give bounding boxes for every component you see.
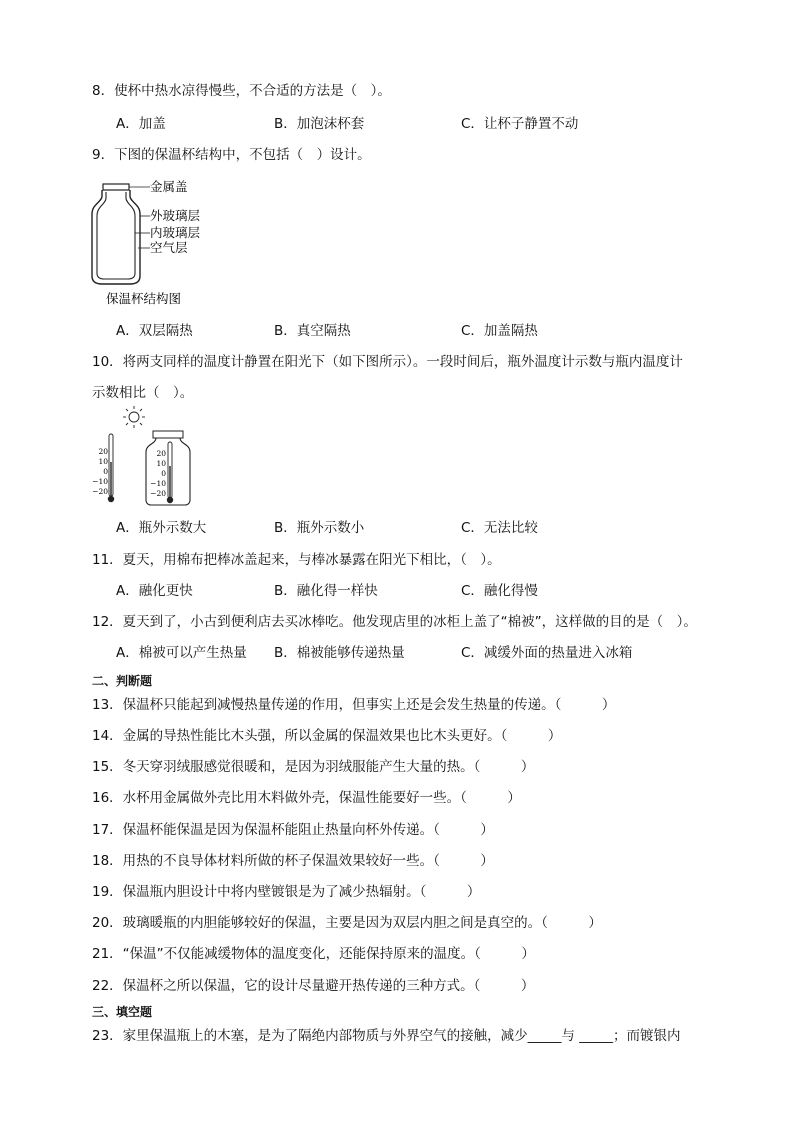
q10-option-b: B．瓶外示数小 (274, 520, 365, 536)
q11-stem: 11．夏天，用棉布把棒冰盖起来，与棒冰暴露在阳光下相比，（ ）。 (92, 552, 501, 568)
thermos-structure-figure (88, 176, 238, 311)
right-scale-minus10: −10 (150, 479, 166, 488)
judge-item-13: 13．保温杯只能起到减慢热量传递的作用，但事实上还是会发生热量的传递。（ ） (92, 697, 616, 713)
judge-item-21: 21．“保温”不仅能减缓物体的温度变化，还能保持原来的温度。（ ） (92, 946, 535, 962)
bottle-cap (153, 431, 183, 438)
label-metal-lid: 金属盖 (150, 179, 188, 194)
metal-lid-shape (103, 184, 129, 190)
right-scale-20: 20 (156, 449, 166, 458)
right-scale-0: 0 (161, 469, 166, 478)
left-scale-minus10: −10 (92, 477, 108, 486)
q9-option-a: A．双层隔热 (116, 323, 193, 339)
thermometer-figure (88, 404, 208, 510)
left-scale-minus20: −20 (92, 487, 108, 496)
q9-option-c: C．加盖隔热 (461, 323, 538, 339)
q12-option-a: A．棉被可以产生热量 (116, 645, 247, 661)
q23-stem: 23．家里保温瓶上的木塞，是为了隔绝内部物质与外界空气的接触，减少_____与 _____；而镀银内 (92, 1028, 681, 1044)
label-inner-glass: 内玻璃层 (150, 225, 201, 240)
sun-icon (123, 406, 145, 428)
q12-option-c: C．减缓外面的热量进入冰箱 (461, 645, 633, 661)
q9-stem: 9．下图的保温杯结构中，不包括（ ）设计。 (92, 147, 371, 163)
left-scale-10: 10 (98, 457, 108, 466)
left-scale-0: 0 (103, 467, 108, 476)
judge-item-22: 22．保温杯之所以保温，它的设计尽量避开热传递的三种方式。（ ） (92, 978, 535, 994)
q8-stem: 8．使杯中热水凉得慢些，不合适的方法是（ ）。 (92, 83, 391, 99)
q8-option-c: C．让杯子静置不动 (461, 116, 579, 132)
judge-item-20: 20．玻璃暖瓶的内胆能够较好的保温，主要是因为双层内胆之间是真空的。（ ） (92, 915, 602, 931)
judge-item-16: 16．水杯用金属做外壳比用木料做外壳，保温性能要好一些。（ ） (92, 790, 521, 806)
outer-glass-shape (92, 190, 140, 284)
q8-option-a: A．加盖 (116, 116, 166, 132)
figure-caption: 保温杯结构图 (106, 291, 182, 306)
label-outer-glass: 外玻璃层 (150, 208, 201, 223)
judge-item-14: 14．金属的导热性能比木头强，所以金属的保温效果也比木头更好。（ ） (92, 728, 562, 744)
q9-option-b: B．真空隔热 (274, 323, 351, 339)
inner-glass-shape (97, 192, 135, 279)
q10-stem-line1: 10．将两支同样的温度计静置在阳光下（如下图所示）。一段时间后，瓶外温度计示数与瓶内温度计 (92, 354, 683, 370)
label-air-layer: 空气层 (150, 240, 188, 255)
left-scale-20: 20 (98, 447, 108, 456)
section-heading-judgement: 二、判断题 (92, 674, 153, 688)
judge-item-17: 17．保温杯能保温是因为保温杯能阻止热量向杯外传递。（ ） (92, 822, 494, 838)
q12-stem: 12．夏天到了，小古到便利店去买冰棒吃。他发现店里的冰柜上盖了“棉被”，这样做的目的是（ ）。 (92, 614, 697, 630)
judge-item-18: 18．用热的不良导体材料所做的杯子保温效果较好一些。（ ） (92, 853, 494, 869)
q8-option-b: B．加泡沫杯套 (274, 116, 365, 132)
q12-option-b: B．棉被能够传递热量 (274, 645, 405, 661)
q10-option-c: C．无法比较 (461, 520, 538, 536)
right-scale-minus20: −20 (150, 489, 166, 498)
q10-option-a: A．瓶外示数大 (116, 520, 207, 536)
q11-option-c: C．融化得慢 (461, 583, 538, 599)
judge-item-15: 15．冬天穿羽绒服感觉很暖和，是因为羽绒服能产生大量的热。（ ） (92, 759, 535, 775)
section-heading-fill-blank: 三、填空题 (92, 1005, 153, 1019)
q10-stem-line2: 示数相比（ ）。 (92, 385, 194, 401)
right-scale-10: 10 (156, 459, 166, 468)
q11-option-b: B．融化得一样快 (274, 583, 378, 599)
judge-item-19: 19．保温瓶内胆设计中将内壁镀银是为了减少热辐射。（ ） (92, 884, 481, 900)
q11-option-a: A．融化更快 (116, 583, 193, 599)
